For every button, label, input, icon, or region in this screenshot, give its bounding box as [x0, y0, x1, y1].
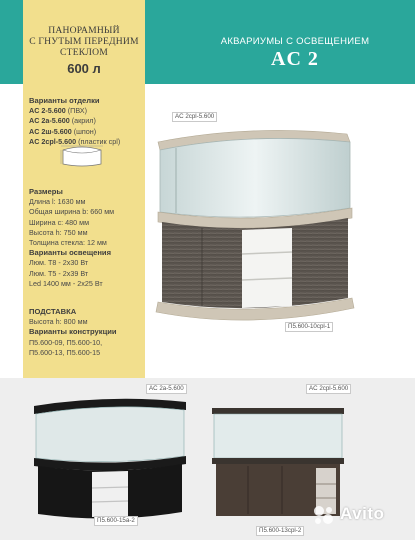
construct-row: П5.600-09, П5.600-10, — [29, 337, 103, 347]
size-row: Толщина стекла: 12 мм — [29, 238, 107, 248]
black-aquarium-image — [30, 392, 190, 522]
main-aquarium-label: AC 2cpl-5.600 — [172, 112, 217, 122]
badge-line-2: С ГНУТЫМ ПЕРЕДНИМ — [29, 36, 139, 47]
size-title: Размеры — [29, 187, 63, 196]
black-stand-label: П5.600-15а-2 — [94, 516, 138, 526]
brown-aquarium-label: AC 2cpl-5.600 — [306, 384, 351, 394]
light-row: Люм. Т8 - 2x30 Вт — [29, 258, 89, 268]
finish-title: Варианты отделки — [29, 96, 100, 105]
size-row: Общая ширина b: 660 мм — [29, 207, 115, 217]
main-aquarium-image — [150, 120, 415, 335]
black-aquarium-label: AC 2а-5.600 — [146, 384, 187, 394]
finish-row: AC 2-5.600 (ПВХ) — [29, 106, 87, 116]
badge-volume: 600 л — [67, 61, 101, 76]
stand-title: ПОДСТАВКА — [29, 307, 77, 316]
badge-line-1: ПАНОРАМНЫЙ — [48, 25, 120, 36]
avito-watermark — [312, 502, 412, 528]
light-title: Варианты освещения — [29, 248, 112, 258]
spec-panel — [23, 84, 145, 392]
size-section — [29, 187, 141, 289]
light-row: Люм. Т5 - 2x39 Вт — [29, 268, 89, 278]
avito-wordmark: Avito — [340, 504, 385, 523]
finish-section — [29, 96, 141, 147]
stand-height: Высота h: 800 мм — [29, 317, 88, 327]
finish-row: AC 2ш-5.600 (шпон) — [29, 126, 97, 136]
stand-section — [29, 307, 141, 358]
construct-title: Варианты конструкции — [29, 327, 117, 337]
size-row: Ширина c: 480 мм — [29, 217, 90, 227]
brown-stand-label: П5.600-13cpl-2 — [256, 526, 304, 536]
finish-row: AC 2cpl-5.600 (пластик cpl) — [29, 136, 121, 146]
header-title: AC 2 — [271, 48, 319, 70]
finish-row: AC 2а-5.600 (акрил) — [29, 116, 96, 126]
main-stand-label: П5.600-10cpl-1 — [285, 322, 333, 332]
badge-line-3: СТЕКЛОМ — [60, 47, 108, 58]
construct-row: П5.600-13, П5.600-15 — [29, 347, 101, 357]
volume-badge — [23, 0, 145, 84]
size-row: Высота h: 750 мм — [29, 227, 88, 237]
dimension-sketch-icon — [59, 142, 105, 168]
header-subtitle: АКВАРИУМЫ С ОСВЕЩЕНИЕМ — [220, 36, 370, 47]
light-row: Led 1400 мм - 2x25 Вт — [29, 278, 103, 288]
avito-logo-icon — [312, 504, 336, 526]
size-row: Длина l: 1630 мм — [29, 197, 86, 207]
